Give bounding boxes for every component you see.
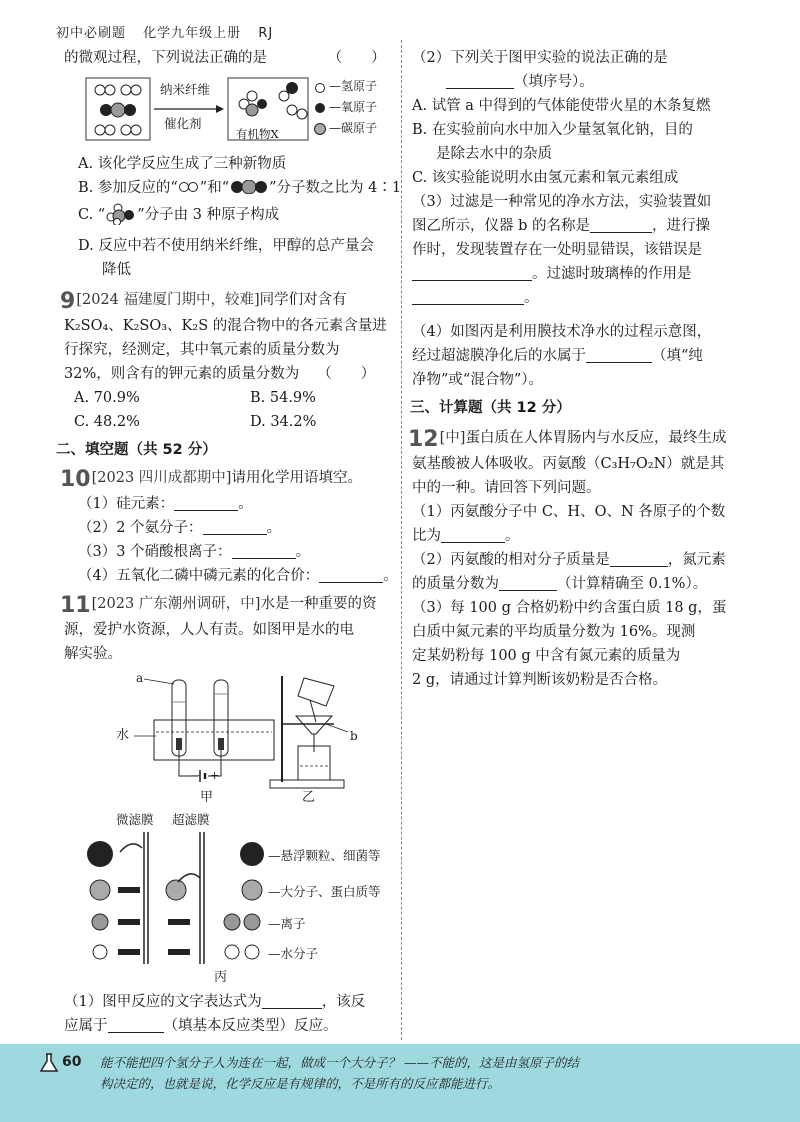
q12-part-3-line-2: 白质中氮元素的平均质量分数为 16%。现测 — [412, 624, 696, 640]
q8-option-d-cont: 降低 — [102, 262, 131, 278]
electrolysis-and-filtration-svg — [64, 672, 390, 802]
oxygen-legend-icon — [315, 103, 325, 113]
flask-icon — [38, 1052, 60, 1074]
answer-blank[interactable] — [203, 518, 267, 535]
question-11 — [60, 592, 390, 1038]
macromolecule-legend-icon — [242, 880, 262, 900]
q12-part-1-line-1: （1）丙氨酸分子中 C、H、O、N 各原子的个数 — [412, 504, 726, 520]
q12-part-3-line-1: （3）每 100 g 合格奶粉中约含蛋白质 18 g，蛋 — [412, 600, 727, 616]
q8-stem: 的微观过程，下列说法正确的是 （ ） — [64, 50, 386, 66]
h2-molecule — [95, 85, 115, 95]
co2-molecule-icon — [229, 180, 269, 194]
q8-option-a[interactable]: A. 该化学反应生成了三种新物质 — [78, 156, 287, 172]
q12-part-2-line-2: 的质量分数为 （计算精确至 0.1%）。 — [412, 576, 708, 592]
product-label: 有机物X — [236, 127, 279, 141]
carbon-legend-icon — [315, 124, 326, 135]
answer-blank[interactable] — [586, 346, 652, 363]
figure-label-yi: 乙 — [302, 790, 316, 805]
q11-line-2: 源，爱护水资源，人人有责。如图甲是水的电 — [64, 622, 354, 638]
q11-line-3: 解实验。 — [64, 646, 122, 662]
answer-blank[interactable] — [441, 526, 505, 543]
q10-item-2: （2）2 个氨分子： 。 — [78, 520, 282, 536]
label-b: b — [350, 729, 358, 743]
q11-option-b[interactable]: B. 在实验前向水中加入少量氢氧化钠，目的 — [412, 122, 693, 138]
q11-part-2-line-2: （填序号）。 — [412, 70, 748, 94]
q11-part-1-line-2: 应属于 （填基本反应类型）反应。 — [64, 1018, 338, 1034]
q9-line-3: 行探究，经测定，其中氧元素的质量分数为 — [64, 342, 340, 358]
answer-blank[interactable] — [412, 288, 524, 305]
arrow-label-bottom: 催化剂 — [164, 116, 202, 131]
q12-line-3: 中的一种。请回答下列问题。 — [412, 480, 601, 496]
question-number: 9 — [60, 289, 76, 314]
q10-item-3: （3）3 个硝酸根离子： 。 — [78, 544, 311, 560]
q9-line-4: 32%，则含有的钾元素的质量分数为 （ ） — [64, 366, 376, 382]
figure-label-bing: 丙 — [214, 970, 228, 985]
q10-item-1: （1）硅元素： 。 — [78, 496, 253, 512]
legend-ion: —离子 — [268, 916, 306, 931]
section-heading-calculation: 三、计算题（共 12 分） — [410, 400, 571, 416]
q8-option-c[interactable]: C. “ ”分子由 3 种原子构成 — [64, 200, 390, 230]
q12-part-1-line-2: 比为 。 — [412, 528, 520, 544]
legend-suspended: —悬浮颗粒、细菌等 — [268, 848, 381, 863]
answer-paren: （ ） — [327, 50, 386, 66]
q12-part-2-line-1: （2）丙氨酸的相对分子质量是 ，氮元素 — [412, 552, 726, 568]
q9-line-1: 9[2024 福建厦门期中，较难]同学们对含有 — [60, 289, 347, 314]
question-number: 11 — [60, 593, 91, 618]
filtration-apparatus — [270, 676, 348, 788]
question-tag: [2023 四川成都期中] — [91, 470, 232, 486]
q12-line-1: 12[中]蛋白质在人体胃肠内与水反应，最终生成 — [408, 427, 727, 452]
q11-part-3-line-5: 。 — [412, 286, 748, 310]
label-ultrafiltration: 超滤膜 — [172, 812, 210, 827]
answer-blank[interactable] — [499, 574, 557, 591]
question-number: 10 — [60, 467, 91, 492]
q12-part-3-line-3: 定某奶粉每 100 g 中含有氮元素的质量为 — [412, 648, 681, 664]
question-12 — [408, 426, 748, 692]
methanol-molecule-icon — [105, 201, 137, 225]
q8-option-d[interactable]: D. 反应中若不使用纳米纤维，甲醇的总产量会 — [78, 238, 374, 254]
answer-blank[interactable] — [108, 1016, 164, 1033]
q10-line-1: 10[2023 四川成都期中]请用化学用语填空。 — [60, 467, 362, 492]
q9-option-b[interactable]: B. 54.9% — [250, 390, 316, 406]
q11-line-1: 11[2023 广东潮州调研，中]水是一种重要的资 — [60, 593, 377, 618]
figure-jia-yi — [64, 671, 390, 805]
q11-option-c[interactable]: C. 该实验能说明水由氢元素和氧元素组成 — [412, 170, 679, 186]
answer-blank[interactable] — [610, 550, 668, 567]
electrolysis-apparatus — [134, 679, 274, 782]
q9-line-2: K₂SO₄、K₂SO₃、K₂S 的混合物中的各元素含量进 — [64, 318, 387, 334]
right-column — [408, 46, 748, 692]
section-heading-fill-in: 二、填空题（共 52 分） — [56, 442, 217, 458]
answer-blank[interactable] — [590, 216, 652, 233]
edition-label: RJ — [258, 26, 274, 41]
answer-blank[interactable] — [446, 72, 514, 89]
arrow-label-top: 纳米纤维 — [160, 82, 211, 97]
answer-blank[interactable] — [319, 566, 383, 583]
answer-blank[interactable] — [232, 542, 296, 559]
reaction-diagram — [64, 74, 390, 146]
footer-banner — [0, 1044, 800, 1122]
q11-part-3-line-2: 图乙所示，仪器 b 的名称是 ，进行操 — [412, 218, 710, 234]
footer-line-2: 构决定的，也就是说，化学反应是有规律的，不是所有的反应都能进行。 — [100, 1076, 501, 1091]
ion-legend-icon — [244, 914, 260, 930]
question-tag: [2023 广东潮州调研，中] — [91, 596, 261, 612]
question-number: 12 — [408, 427, 439, 452]
question-10 — [60, 466, 398, 588]
legend-macromolecule: —大分子、蛋白质等 — [268, 884, 381, 899]
question-9 — [60, 288, 390, 434]
legend-oxygen: —氧原子 — [329, 100, 378, 114]
q11-part-3-line-3: 作时，发现装置存在一处明显错误，该错误是 — [412, 242, 702, 258]
q9-options-row-2 — [64, 410, 390, 434]
q9-option-d[interactable]: D. 34.2% — [250, 414, 317, 430]
q8-option-b[interactable]: B. 参加反应的“ ”和“ ”分子数之比为 4∶1 — [78, 180, 402, 196]
q9-options-row-1 — [64, 386, 390, 410]
legend-carbon: —碳原子 — [329, 121, 378, 135]
q11-part-2-line-1: （2）下列关于图甲实验的说法正确的是 — [412, 50, 668, 66]
q11-part-3-line-1: （3）过滤是一种常见的净水方法，实验装置如 — [412, 194, 712, 210]
label-plus: + — [210, 769, 220, 782]
q11-part-1-line-1: （1）图甲反应的文字表达式为 ，该反 — [64, 994, 366, 1010]
q11-option-b-cont: 是除去水中的杂质 — [436, 146, 552, 162]
book-title: 初中必刷题 — [56, 26, 127, 41]
suspended-particle-legend-icon — [240, 842, 264, 866]
left-column — [56, 46, 402, 1038]
q11-part-3-line-4: 。过滤时玻璃棒的作用是 — [412, 262, 748, 286]
label-minus: — — [190, 769, 201, 782]
answer-blank[interactable] — [412, 264, 532, 281]
q11-part-4-line-2: 经过超滤膜净化后的水属于 （填“纯 — [412, 348, 703, 364]
answer-blank[interactable] — [174, 494, 238, 511]
q11-option-a[interactable]: A. 试管 a 中得到的气体能使带火星的木条复燃 — [412, 98, 711, 114]
question-8 — [64, 46, 402, 282]
q11-part-4-line-3: 净物”或“混合物”）。 — [412, 372, 543, 388]
column-divider — [401, 40, 402, 1040]
label-water: 水 — [116, 728, 130, 743]
water-molecule-legend-icon — [245, 945, 259, 959]
legend-water: —水分子 — [268, 946, 319, 961]
q12-line-2: 氨基酸被人体吸收。丙氨酸（C₃H₇O₂N）就是其 — [412, 456, 725, 472]
q12-part-3-line-4: 2 g，请通过计算判断该奶粉是否合格。 — [412, 672, 668, 688]
q9-option-a[interactable]: A. 70.9% — [74, 390, 140, 406]
page-number: 60 — [62, 1054, 82, 1070]
co2-molecule — [100, 103, 136, 117]
question-tag: [2024 福建厦门期中，较难] — [76, 292, 260, 308]
label-microfiltration: 微滤膜 — [116, 812, 154, 827]
footer-note — [100, 1052, 760, 1094]
figure-label-jia: 甲 — [200, 790, 214, 805]
q9-option-c[interactable]: C. 48.2% — [74, 414, 140, 430]
hydrogen-legend-icon — [316, 84, 325, 93]
h2-molecule-icon — [178, 181, 200, 193]
q11-part-4-line-1: （4）如图丙是利用膜技术净水的过程示意图， — [412, 324, 712, 340]
answer-paren: （ ） — [317, 366, 376, 382]
subject-title: 化学九年级上册 — [143, 26, 242, 41]
footer-line-1: 能不能把四个氢分子人为连在一起，做成一个大分子？ ——不能的，这是由氢原子的结 — [100, 1055, 579, 1070]
page-header — [56, 22, 285, 41]
label-a: a — [136, 671, 144, 685]
question-tag: [中] — [439, 430, 466, 446]
legend-hydrogen: —氢原子 — [329, 79, 378, 93]
answer-blank[interactable] — [262, 992, 322, 1009]
figure-bing — [64, 808, 390, 984]
q10-item-4: （4）五氧化二磷中磷元素的化合价： 。 — [78, 568, 398, 584]
